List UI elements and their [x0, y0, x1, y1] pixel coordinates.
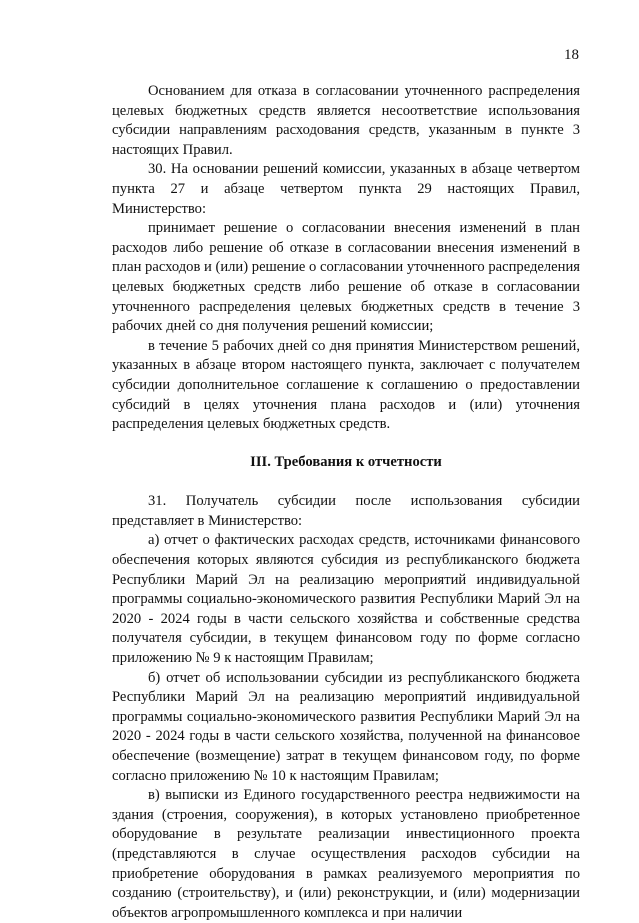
paragraph: принимает решение о согласовании внесения изменений в план расходов либо решение об отказе в согласовании внесения изменений в план расходов и (или) решение о согласовании уточненного распределения целевых бюджетных средств либо решение об отказе в согласовании уточненного распределения целевых бюджетных средств в течение 3 рабочих дней со дня получения решений комиссии;	[112, 220, 580, 335]
paragraph: 31. Получатель субсидии после использования субсидии представляет в Министерство:	[112, 493, 580, 529]
paragraph: в течение 5 рабочих дней со дня принятия Министерством решений, указанных в абзаце втором настоящего пункта, заключает с получателем субсидии дополнительное соглашение к соглашению о предоставлении субсидий в целях уточнения плана расходов и (или) уточнения распределения целевых бюджетных средств.	[112, 337, 580, 433]
document-body	[112, 82, 580, 923]
paragraph: Основанием для отказа в согласовании уточненного распределения целевых бюджетных средств является несоответствие использования субсидии направлениям расходования средств, указанным в пункте 3 настоящих Правил.	[112, 83, 580, 158]
section-heading: III. Требования к отчетности	[250, 453, 442, 470]
page-number: 18	[564, 47, 579, 63]
paragraph: а) отчет о фактических расходах средств, источниками финансового обеспечения которых являются субсидия из республиканского бюджета Республики Марий Эл на реализацию мероприятий индивидуальной программы социально-экономического развития Республики Марий Эл на 2020 - 2024 годы в части сельского хозяйства и собственные средства получателя субсидии, в текущем финансовом году по форме согласно приложению № 9 к настоящим Правилам;	[112, 532, 580, 667]
paragraph: б) отчет об использовании субсидии из республиканского бюджета Республики Марий Эл на реализацию мероприятий индивидуальной программы социально-экономического развития Республики Марий Эл на 2020 - 2024 годы в части сельского хозяйства, полученной на финансовое обеспечение (возмещение) затрат в текущем финансовом году, по форме согласно приложению № 10 к настоящим Правилам;	[112, 669, 580, 784]
paragraph: в) выписки из Единого государственного реестра недвижимости на здания (строения, сооружения), в которых установлено приобретенное оборудование в результате реализации инвестиционного проекта (представляются в случае осуществления расходов субсидии на приобретение оборудования в рамках реализуемого мероприятия по созданию (строительству), и (или) реконструкции, и (или) модернизации объектов агропромышленного комплекса и при наличии	[112, 787, 580, 921]
paragraph: 30. На основании решений комиссии, указанных в абзаце четвертом пункта 27 и абзаце четвертом пункта 29 настоящих Правил, Министерство:	[112, 161, 580, 217]
